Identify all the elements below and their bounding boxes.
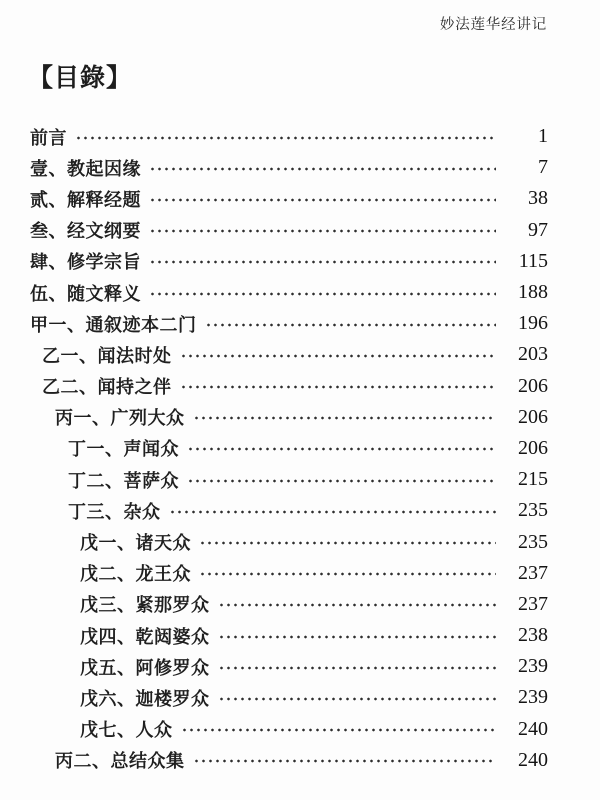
toc-entry-page: 240 [518, 717, 548, 740]
toc-entry [30, 183, 548, 214]
toc-leader-dots [218, 659, 497, 677]
toc-leader-dots [218, 690, 497, 708]
toc-entry [30, 433, 548, 464]
toc-entry-page: 188 [518, 281, 548, 304]
toc-entry-page: 235 [518, 530, 548, 553]
toc-entry [30, 277, 548, 308]
toc-entry-label: 乙一、闻法时处 [42, 345, 172, 366]
toc-entry [30, 589, 548, 620]
toc-entry [30, 339, 548, 370]
toc-entry-page: 203 [518, 343, 548, 366]
toc-leader-dots [169, 503, 497, 521]
toc-entry-label: 戊六、迦楼罗众 [80, 688, 210, 709]
toc-leader-dots [149, 191, 496, 209]
toc-entry [30, 152, 548, 183]
toc-leader-dots [187, 472, 496, 490]
toc-entry-page: 238 [518, 624, 548, 647]
toc-entry-page: 1 [538, 125, 548, 148]
toc-entry-label: 戊七、人众 [80, 720, 173, 741]
toc-entry [30, 526, 548, 557]
toc-entry-label: 贰、解释经题 [30, 189, 141, 210]
toc-entry-label: 丙一、广列大众 [55, 408, 185, 429]
toc-leader-dots [218, 596, 497, 614]
toc-entry-label: 肆、修学宗旨 [30, 252, 141, 273]
toc-entry-page: 239 [518, 655, 548, 678]
toc-entry-page: 237 [518, 592, 548, 615]
toc-entry-label: 戊二、龙王众 [80, 564, 191, 585]
toc-leader-dots [205, 316, 497, 334]
toc-entry-page: 235 [518, 499, 548, 522]
toc-entry-page: 97 [528, 218, 548, 241]
toc-entry-label: 叁、经文纲要 [30, 221, 141, 242]
toc-entry [30, 464, 548, 495]
toc-entry-label: 丁一、声闻众 [68, 439, 179, 460]
toc-entry [30, 371, 548, 402]
toc-leader-dots [187, 440, 496, 458]
toc-entry-page: 237 [518, 561, 548, 584]
toc-leader-dots [75, 129, 496, 147]
toc-leader-dots [199, 534, 496, 552]
toc-entry [30, 121, 548, 152]
toc-entry-page: 7 [538, 156, 548, 179]
toc-entry-page: 196 [518, 312, 548, 335]
toc-entry [30, 215, 548, 246]
toc-entry-label: 戊四、乾闼婆众 [80, 626, 210, 647]
toc-leader-dots [199, 565, 496, 583]
toc-leader-dots [149, 253, 496, 271]
toc-entry [30, 402, 548, 433]
toc-leader-dots [181, 721, 497, 739]
toc-entry-label: 壹、教起因缘 [30, 158, 141, 179]
toc-entry-label: 前言 [30, 127, 67, 148]
toc-leader-dots [149, 160, 496, 178]
toc-entry [30, 714, 548, 745]
toc-entry-page: 206 [518, 436, 548, 459]
toc-entry [30, 651, 548, 682]
toc-entry-label: 戊一、诸天众 [80, 533, 191, 554]
page-title: 【目錄】 [28, 64, 133, 92]
toc-entry [30, 246, 548, 277]
toc-entry-page: 240 [518, 748, 548, 771]
toc-leader-dots [149, 285, 496, 303]
toc-entry [30, 308, 548, 339]
toc-entry-page: 215 [518, 468, 548, 491]
toc-entry-label: 戊三、紧那罗众 [80, 595, 210, 616]
toc-entry [30, 745, 548, 776]
toc-entry-label: 戊五、阿修罗众 [80, 657, 210, 678]
toc-entry [30, 620, 548, 651]
toc-leader-dots [218, 628, 497, 646]
toc-entry [30, 495, 548, 526]
toc-entry [30, 682, 548, 713]
toc-entry [30, 558, 548, 589]
running-header: 妙法莲华经讲记 [439, 17, 547, 33]
toc-entry-label: 丙二、总结众集 [55, 751, 185, 772]
toc-leader-dots [193, 752, 497, 770]
toc-entry-page: 239 [518, 686, 548, 709]
toc-entry-page: 206 [518, 405, 548, 428]
toc-entry-label: 丁二、菩萨众 [68, 470, 179, 491]
toc-entry-page: 38 [528, 187, 548, 210]
toc-leader-dots [180, 347, 497, 365]
toc-entry-label: 丁三、杂众 [68, 501, 161, 522]
toc-entry-page: 115 [518, 249, 548, 272]
toc-entry-page: 206 [518, 374, 548, 397]
toc-entry-label: 甲一、通叙迹本二门 [30, 314, 197, 335]
toc-leader-dots [149, 222, 496, 240]
toc-entry-label: 伍、随文释义 [30, 283, 141, 304]
toc-leader-dots [180, 378, 497, 396]
toc-leader-dots [193, 409, 497, 427]
toc-entry-label: 乙二、闻持之伴 [42, 377, 172, 398]
toc-list [30, 121, 548, 776]
